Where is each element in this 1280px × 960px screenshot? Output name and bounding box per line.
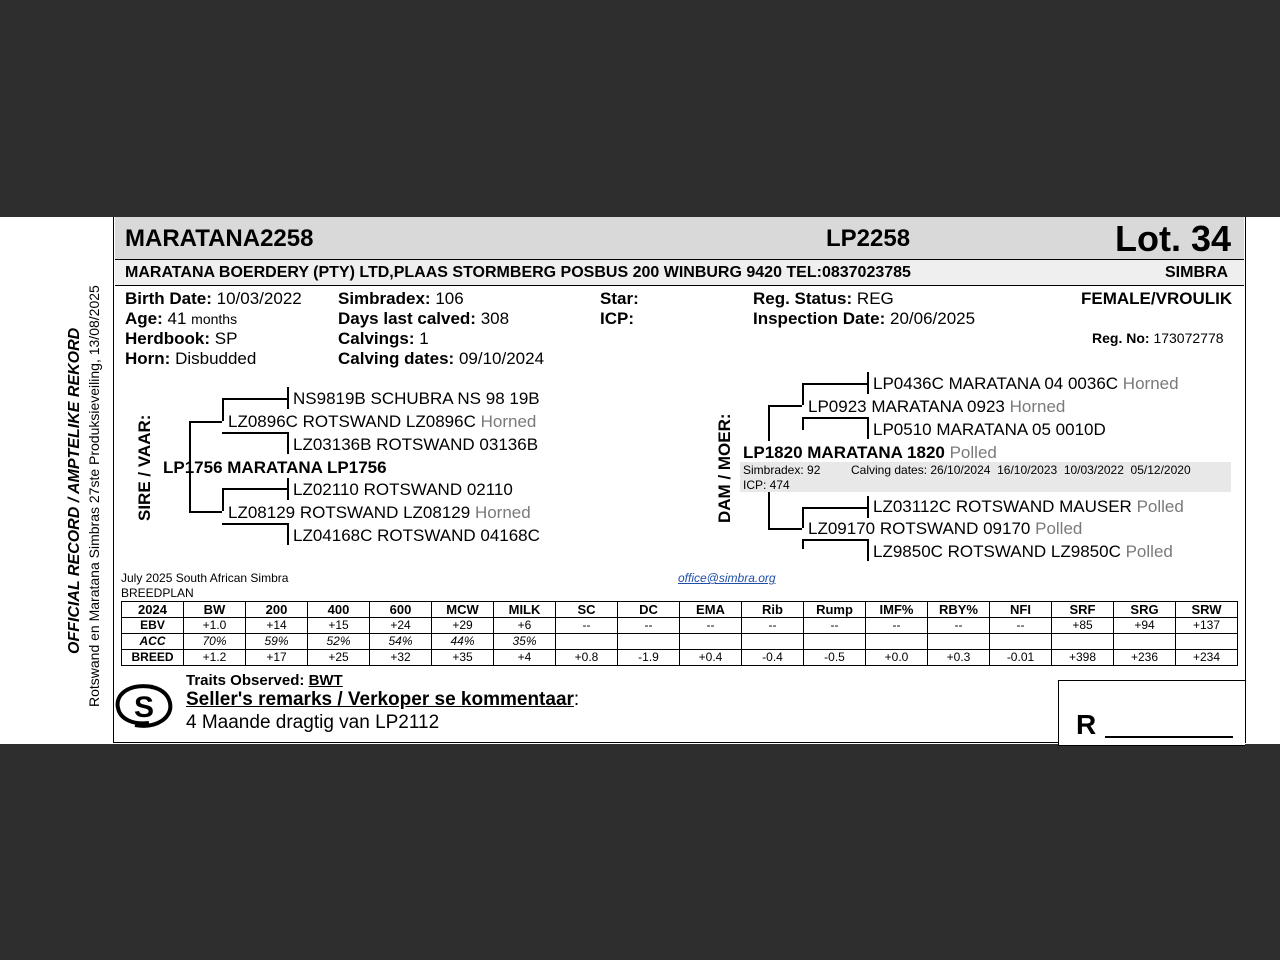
ebv-cell-4: +24 [370, 618, 432, 634]
ebv-cell-11: -- [804, 618, 866, 634]
dam-calving-dates: Calving dates: 26/10/2024 16/10/2023 10/03/2022 05/12/2020 [851, 463, 1191, 477]
r-signature-box [1058, 680, 1245, 746]
acc-cell-7 [556, 634, 618, 650]
simbradex: Simbradex: 106 [338, 289, 464, 308]
sire-sire-sire: NS9819B SCHUBRA NS 98 19B [293, 389, 540, 408]
ebv-header-cell-11: Rump [804, 602, 866, 618]
icp-label: ICP: [600, 309, 634, 328]
remarks-title: Seller's remarks / Verkoper se kommentaar: [186, 689, 580, 710]
ebv-cell-0: EBV [122, 618, 184, 634]
email-link[interactable]: office@simbra.org [678, 571, 776, 585]
ebv-header-cell-10: Rib [742, 602, 804, 618]
acc-cell-6: 35% [494, 634, 556, 650]
dam-name: LP1820 MARATANA 1820 Polled [743, 443, 997, 462]
acc-cell-13 [928, 634, 990, 650]
acc-cell-14 [990, 634, 1052, 650]
sex: FEMALE/VROULIK [1081, 289, 1233, 308]
reg-number: Reg. No: 173072778 [1092, 330, 1224, 346]
ebv-header-cell-3: 400 [308, 602, 370, 618]
acc-cell-12 [866, 634, 928, 650]
acc-cell-8 [618, 634, 680, 650]
age: Age: 41 months [125, 309, 238, 328]
record-card [0, 217, 1280, 744]
breed-cell-4: +32 [370, 650, 432, 666]
ebv-cell-3: +15 [308, 618, 370, 634]
dam-dam-dam: LZ9850C ROTSWAND LZ9850C Polled [873, 542, 1173, 561]
traits-observed: Traits Observed: BWT [186, 672, 343, 689]
breedplan-title: July 2025 South African Simbra [121, 571, 289, 585]
dam-simbradex: Simbradex: 92 [743, 463, 821, 477]
birth-date: Birth Date: 10/03/2022 [125, 289, 302, 308]
ebv-cell-17: +137 [1176, 618, 1238, 634]
acc-cell-9 [680, 634, 742, 650]
ebv-cell-16: +94 [1114, 618, 1176, 634]
breed-cell-5: +35 [432, 650, 494, 666]
animal-name: MARATANA2258 [125, 225, 314, 252]
ebv-cell-14: -- [990, 618, 1052, 634]
breedplan-label: BREEDPLAN [121, 586, 194, 600]
simbra-logo-icon [113, 681, 175, 731]
ebv-header-cell-0: 2024 [122, 602, 184, 618]
ebv-header-cell-17: SRW [1176, 602, 1238, 618]
auction-label: Rotswand en Maratana Simbras 27ste Produksieveiling, 13/08/2025 [86, 285, 102, 707]
acc-cell-2: 59% [246, 634, 308, 650]
ebv-header-cell-16: SRG [1114, 602, 1176, 618]
calving-dates: Calving dates: 09/10/2024 [338, 349, 545, 368]
ebv-cell-12: -- [866, 618, 928, 634]
ebv-cell-6: +6 [494, 618, 556, 634]
r-signature-line[interactable] [1105, 736, 1233, 738]
acc-cell-17 [1176, 634, 1238, 650]
official-record-label: OFFICIAL RECORD / AMPTELIKE REKORD [66, 327, 83, 654]
dam-icp: ICP: 474 [743, 478, 790, 492]
horn-status: Horn: Disbudded [125, 349, 257, 368]
reg-status: Reg. Status: REG [753, 289, 894, 308]
days-last-calved: Days last calved: 308 [338, 309, 510, 328]
sire-sire: LZ0896C ROTSWAND LZ0896C Horned [228, 412, 537, 431]
breeder-info: MARATANA BOERDERY (PTY) LTD,PLAAS STORMBERG POSBUS 200 WINBURG 9420 TEL:0837023785 [125, 264, 911, 281]
dam-label: DAM / MOER: [715, 413, 734, 523]
r-label: R [1076, 709, 1097, 740]
ebv-header-cell-14: NFI [990, 602, 1052, 618]
breed-cell-15: +398 [1052, 650, 1114, 666]
acc-cell-5: 44% [432, 634, 494, 650]
breed-cell-3: +25 [308, 650, 370, 666]
ebv-cell-13: -- [928, 618, 990, 634]
simbra-logo [113, 681, 175, 731]
dam-dam-sire: LZ03112C ROTSWAND MAUSER Polled [873, 497, 1184, 516]
sire-dam: LZ08129 ROTSWAND LZ08129 Horned [228, 503, 531, 522]
ebv-cell-2: +14 [246, 618, 308, 634]
breed-cell-9: +0.4 [680, 650, 742, 666]
ebv-cell-8: -- [618, 618, 680, 634]
breed-cell-6: +4 [494, 650, 556, 666]
ebv-cell-1: +1.0 [184, 618, 246, 634]
star-label: Star: [600, 289, 639, 308]
calvings: Calvings: 1 [338, 329, 429, 348]
ebv-cell-7: -- [556, 618, 618, 634]
ebv-header-cell-6: MILK [494, 602, 556, 618]
dam-dam: LZ09170 ROTSWAND 09170 Polled [808, 519, 1083, 538]
breed-cell-7: +0.8 [556, 650, 618, 666]
lot-number: Lot. 34 [1115, 218, 1232, 259]
ebv-header-cell-5: MCW [432, 602, 494, 618]
sire-sire-dam: LZ03136B ROTSWAND 03136B [293, 435, 539, 454]
ebv-header-cell-4: 600 [370, 602, 432, 618]
dam-sire: LP0923 MARATANA 0923 Horned [808, 397, 1066, 416]
ebv-header-cell-1: BW [184, 602, 246, 618]
inspection-date: Inspection Date: 20/06/2025 [753, 309, 976, 328]
sire-dam-dam: LZ04168C ROTSWAND 04168C [293, 526, 540, 545]
acc-row [122, 634, 1238, 650]
breed-cell-8: -1.9 [618, 650, 680, 666]
remarks-text: 4 Maande dragtig van LP2112 [186, 712, 440, 733]
acc-cell-15 [1052, 634, 1114, 650]
breed-row [122, 650, 1238, 666]
acc-cell-16 [1114, 634, 1176, 650]
acc-cell-11 [804, 634, 866, 650]
ebv-cell-5: +29 [432, 618, 494, 634]
sire-dam-sire: LZ02110 ROTSWAND 02110 [293, 480, 513, 499]
ebv-cell-15: +85 [1052, 618, 1114, 634]
ebv-header-cell-8: DC [618, 602, 680, 618]
ebv-cell-10: -- [742, 618, 804, 634]
ebv-cell-9: -- [680, 618, 742, 634]
acc-cell-1: 70% [184, 634, 246, 650]
ebv-header-cell-7: SC [556, 602, 618, 618]
breed-cell-14: -0.01 [990, 650, 1052, 666]
acc-cell-10 [742, 634, 804, 650]
ebv-header-cell-12: IMF% [866, 602, 928, 618]
breed-name: SIMBRA [1165, 264, 1229, 281]
acc-cell-0: ACC [122, 634, 184, 650]
herdbook: Herdbook: SP [125, 329, 238, 348]
breed-cell-2: +17 [246, 650, 308, 666]
breed-cell-13: +0.3 [928, 650, 990, 666]
breed-cell-16: +236 [1114, 650, 1176, 666]
dam-sire-dam: LP0510 MARATANA 05 0010D [873, 420, 1106, 439]
breed-cell-11: -0.5 [804, 650, 866, 666]
ebv-table [121, 601, 1238, 666]
ebv-header-cell-15: SRF [1052, 602, 1114, 618]
breed-cell-17: +234 [1176, 650, 1238, 666]
breed-cell-0: BREED [122, 650, 184, 666]
ebv-row [122, 618, 1238, 634]
ebv-header-row [122, 602, 1238, 618]
svg-text:S: S [133, 691, 155, 724]
ebv-header-cell-2: 200 [246, 602, 308, 618]
sire-name: LP1756 MARATANA LP1756 [163, 458, 387, 477]
dam-sire-sire: LP0436C MARATANA 04 0036C Horned [873, 374, 1179, 393]
animal-id: LP2258 [826, 225, 911, 252]
ebv-header-cell-13: RBY% [928, 602, 990, 618]
sire-label: SIRE / VAAR: [135, 414, 154, 521]
acc-cell-4: 54% [370, 634, 432, 650]
breed-cell-12: +0.0 [866, 650, 928, 666]
ebv-header-cell-9: EMA [680, 602, 742, 618]
breed-cell-10: -0.4 [742, 650, 804, 666]
acc-cell-3: 52% [308, 634, 370, 650]
breed-cell-1: +1.2 [184, 650, 246, 666]
